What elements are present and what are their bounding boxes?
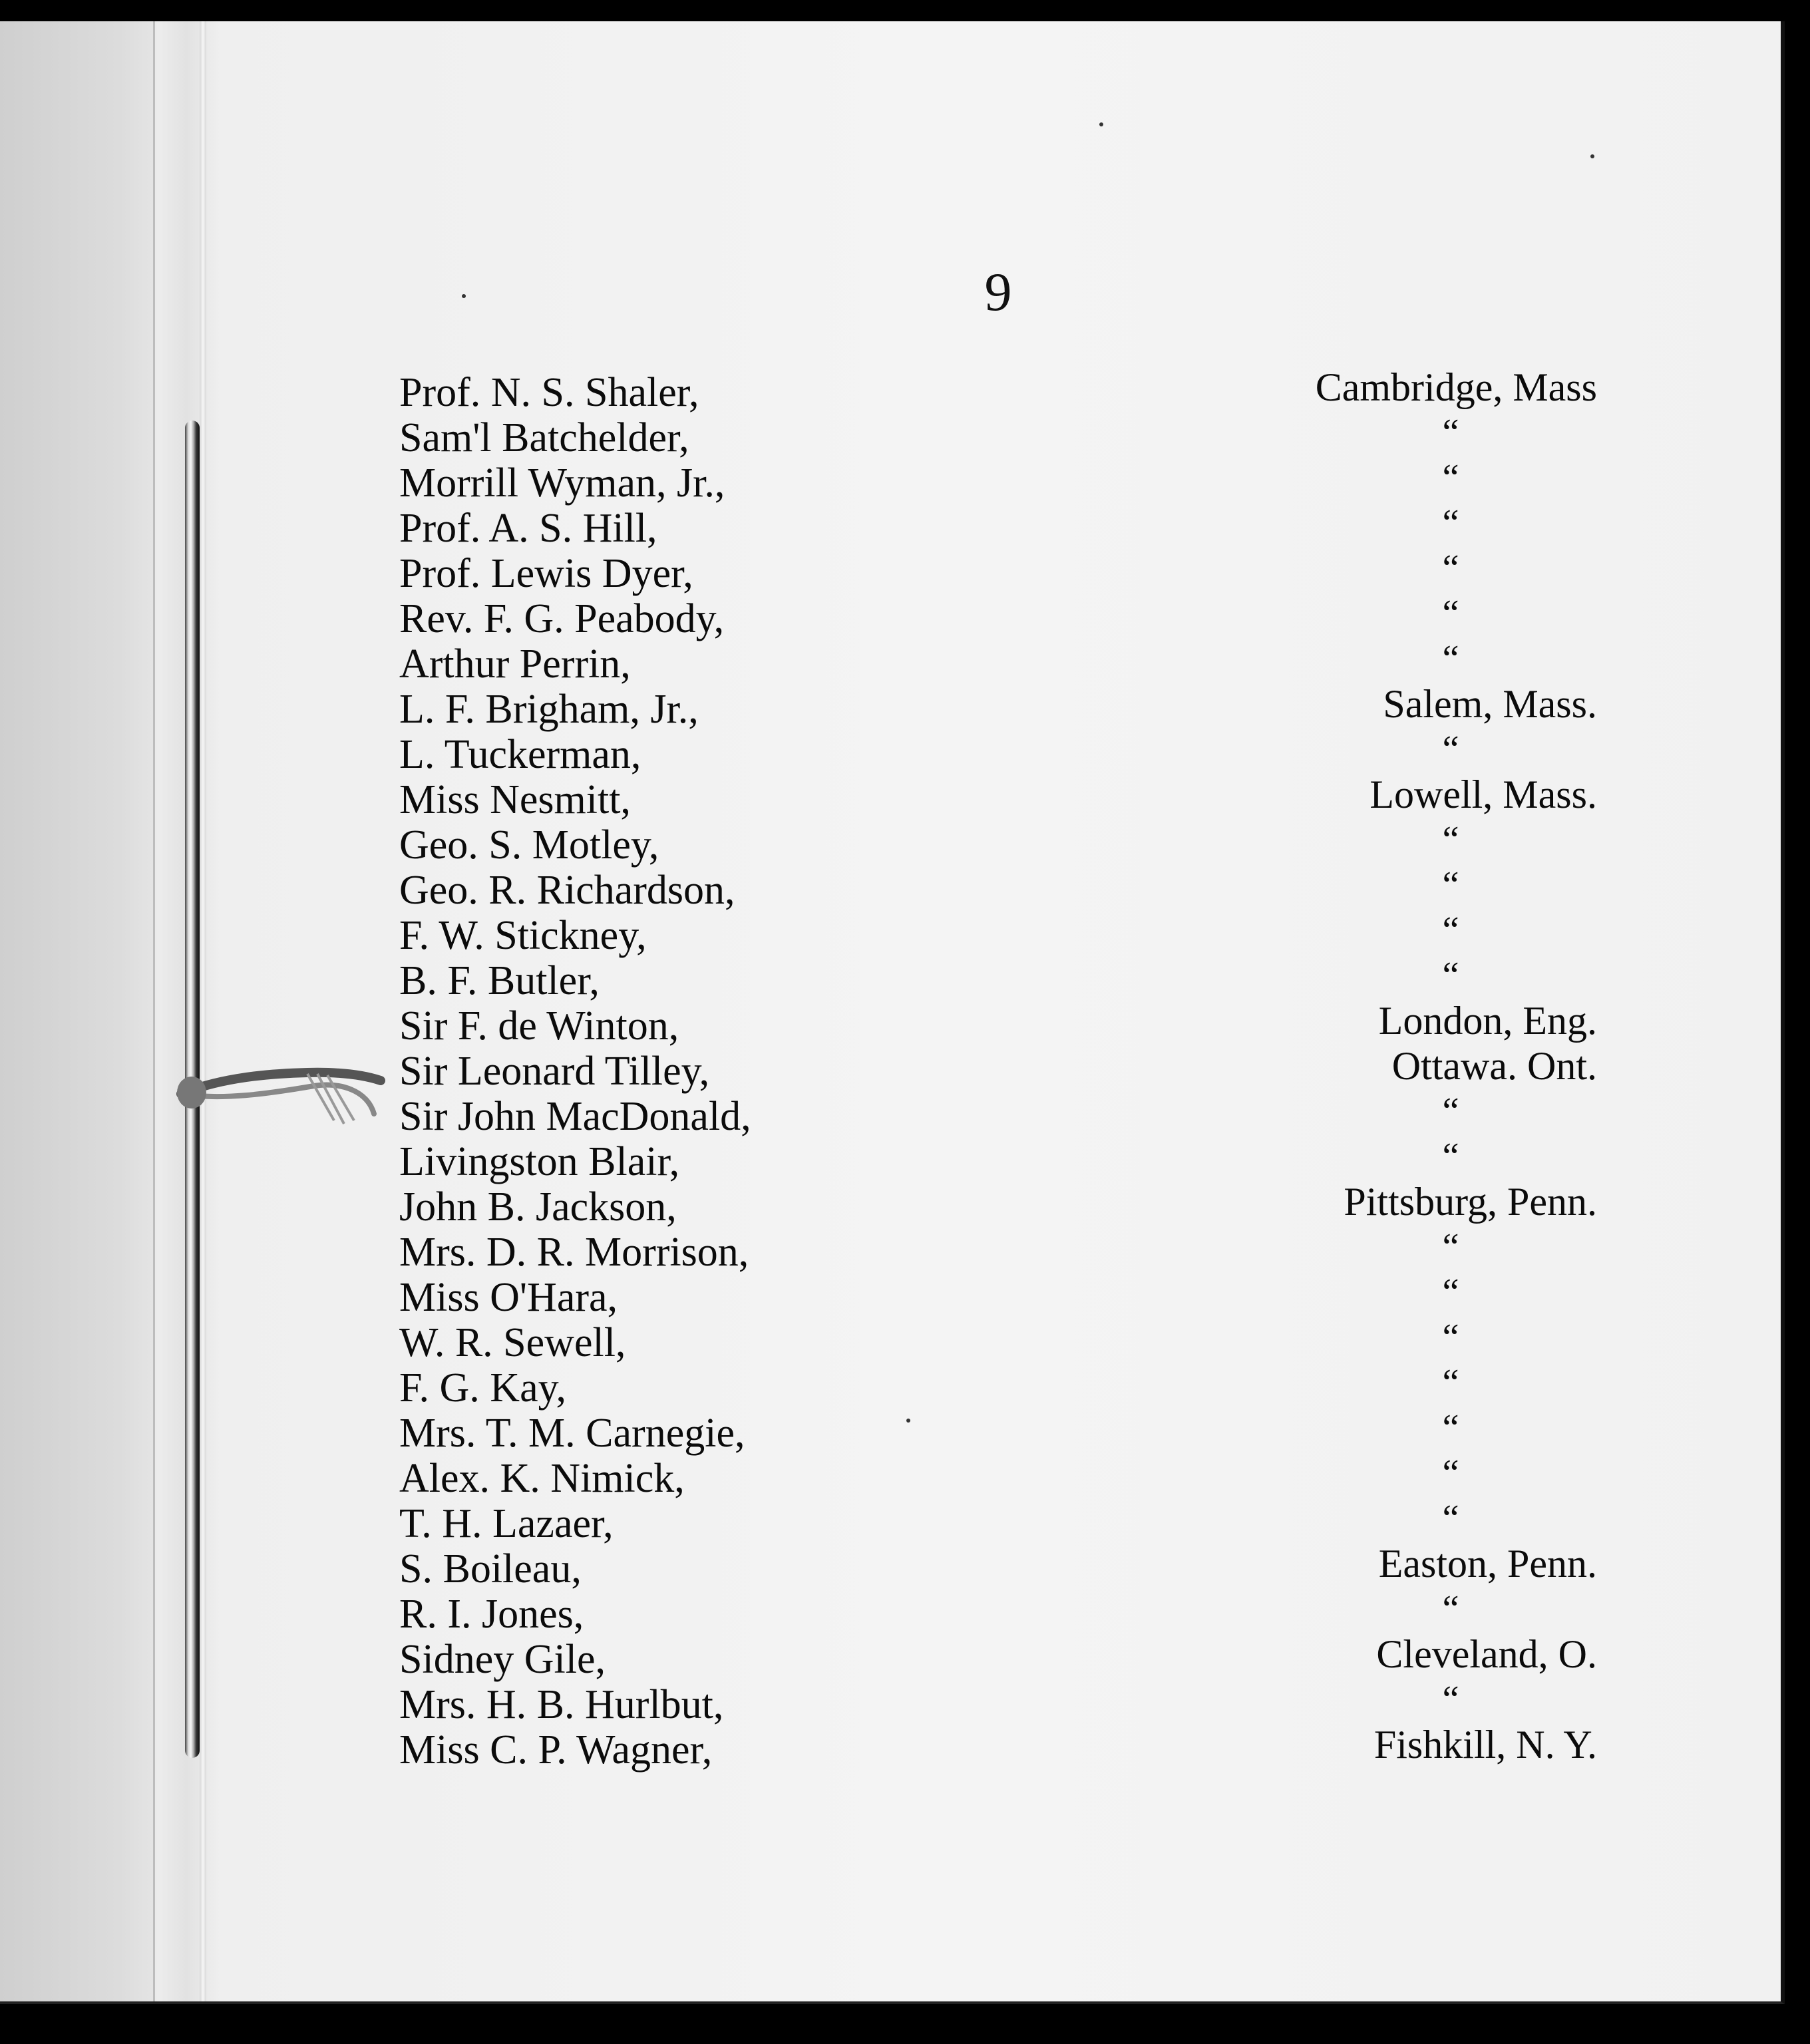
- entry-place-ditto: “: [1442, 412, 1459, 453]
- names-column: [399, 370, 932, 1773]
- entry-place-ditto: “: [1442, 593, 1459, 634]
- entry-place-ditto: “: [1442, 548, 1459, 589]
- entry-name: Mrs. H. B. Hurlbut,: [399, 1682, 724, 1727]
- entry-name: Sidney Gile,: [399, 1637, 606, 1682]
- previous-page-fold: [0, 21, 155, 2001]
- book-page: [0, 21, 1785, 2004]
- entry-place-ditto: “: [1442, 1679, 1459, 1720]
- entry-place-ditto: “: [1442, 502, 1459, 544]
- entry-place: Salem, Mass.: [1383, 682, 1597, 726]
- entry-name: Morrill Wyman, Jr.,: [399, 460, 725, 506]
- entry-place-ditto: “: [1442, 1588, 1459, 1629]
- entry-name: Geo. R. Richardson,: [399, 868, 735, 913]
- entry-place: Easton, Penn.: [1378, 1542, 1597, 1586]
- places-column: [1171, 365, 1597, 1767]
- entry-name: F. W. Stickney,: [399, 913, 647, 958]
- entry-name: Miss O'Hara,: [399, 1275, 618, 1320]
- entry-name: Geo. S. Motley,: [399, 822, 659, 868]
- binding-knot-icon: [174, 1054, 387, 1127]
- entry-place-ditto: “: [1442, 1272, 1459, 1313]
- entry-name: John B. Jackson,: [399, 1184, 677, 1230]
- entry-name: R. I. Jones,: [399, 1592, 584, 1637]
- entry-place-ditto: “: [1442, 1407, 1459, 1448]
- paper-speck: [906, 1419, 910, 1423]
- entry-place: Cambridge, Mass: [1315, 365, 1597, 409]
- entry-place: Fishkill, N. Y.: [1373, 1723, 1597, 1767]
- entry-name: Miss Nesmitt,: [399, 777, 631, 822]
- paper-speck: [1590, 154, 1594, 158]
- entry-place: Ottawa. Ont.: [1391, 1044, 1597, 1088]
- entry-place-ditto: “: [1442, 1362, 1459, 1403]
- entry-place-ditto: “: [1442, 1226, 1459, 1268]
- entry-place-ditto: “: [1442, 1498, 1459, 1539]
- paper-speck: [1099, 122, 1103, 126]
- paper-speck: [462, 294, 466, 298]
- entry-place-ditto: “: [1442, 819, 1459, 860]
- entry-name: Sam'l Batchelder,: [399, 415, 689, 460]
- entry-place-ditto: “: [1442, 1136, 1459, 1177]
- entry-place: Cleveland, O.: [1376, 1632, 1597, 1676]
- spine-edge: [200, 21, 206, 2001]
- entry-place-ditto: “: [1442, 1452, 1459, 1494]
- entry-name: Miss C. P. Wagner,: [399, 1727, 713, 1773]
- entry-name: Prof. A. S. Hill,: [399, 506, 657, 551]
- entry-name: Prof. N. S. Shaler,: [399, 370, 699, 415]
- entry-name: Sir John MacDonald,: [399, 1094, 751, 1139]
- scan-border-bottom: [0, 2004, 1810, 2044]
- entry-place-ditto: “: [1442, 1317, 1459, 1358]
- entry-place: Lowell, Mass.: [1369, 772, 1597, 816]
- entry-place-ditto: “: [1442, 1091, 1459, 1132]
- entry-place-ditto: “: [1442, 729, 1459, 770]
- entry-place-ditto: “: [1442, 457, 1459, 498]
- entry-name: Arthur Perrin,: [399, 641, 631, 687]
- entry-place-ditto: “: [1442, 638, 1459, 679]
- scan-border-right: [1785, 0, 1810, 2044]
- entry-name: S. Boileau,: [399, 1546, 582, 1592]
- entry-place-ditto: “: [1442, 910, 1459, 951]
- entry-name: L. F. Brigham, Jr.,: [399, 687, 699, 732]
- entry-name: L. Tuckerman,: [399, 732, 641, 777]
- entry-place-ditto: “: [1442, 955, 1459, 996]
- entry-name: Sir F. de Winton,: [399, 1003, 679, 1049]
- entry-name: T. H. Lazaer,: [399, 1501, 614, 1546]
- entry-name: B. F. Butler,: [399, 958, 600, 1003]
- entry-name: Mrs. D. R. Morrison,: [399, 1230, 749, 1275]
- entry-name: Rev. F. G. Peabody,: [399, 596, 725, 641]
- entry-name: Alex. K. Nimick,: [399, 1456, 685, 1501]
- entry-place-ditto: “: [1442, 864, 1459, 906]
- page-number: 9: [984, 261, 1012, 322]
- entry-name: W. R. Sewell,: [399, 1320, 626, 1365]
- entry-name: Sir Leonard Tilley,: [399, 1049, 710, 1094]
- entry-place: London, Eng.: [1378, 999, 1597, 1043]
- entry-name: Mrs. T. M. Carnegie,: [399, 1411, 745, 1456]
- entry-name: Prof. Lewis Dyer,: [399, 551, 693, 596]
- entry-name: Livingston Blair,: [399, 1139, 680, 1184]
- entry-place: Pittsburg, Penn.: [1344, 1180, 1597, 1224]
- entry-name: F. G. Kay,: [399, 1365, 567, 1411]
